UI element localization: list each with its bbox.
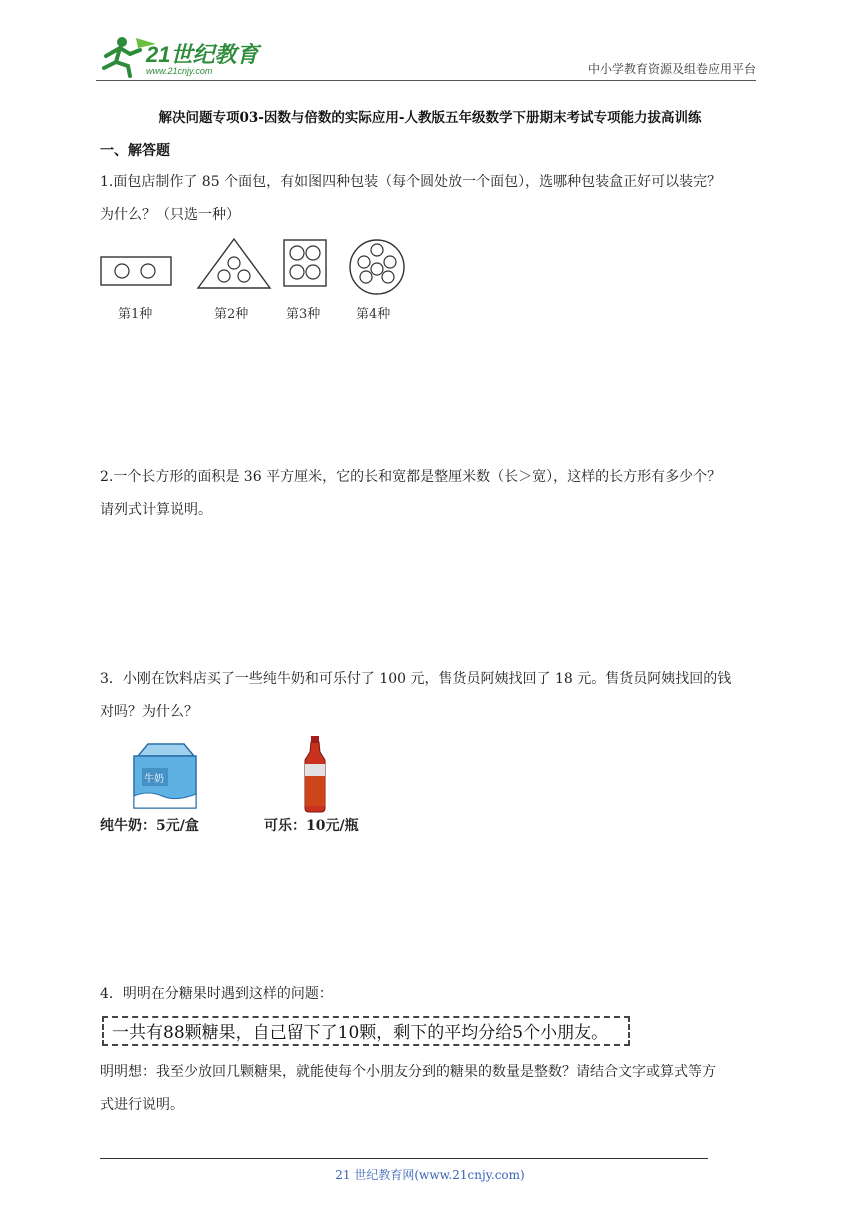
- footer-link[interactable]: 21 世纪教育网(www.21cnjy.com): [335, 1168, 525, 1182]
- question-1-line1: 1.面包店制作了 85 个面包，有如图四种包装（每个圆处放一个面包），选哪种包装盒正好可以装完？: [100, 174, 722, 190]
- question-2-line1: 2.一个长方形的面积是 36 平方厘米，它的长和宽都是整厘米数（长＞宽），这样的长方形有多少个？: [100, 469, 722, 485]
- milk-carton-image: [128, 740, 204, 812]
- svg-text:21世纪教育: 21世纪教育: [146, 42, 259, 67]
- question-4-line1: 4．明明在分糖果时遇到这样的问题：: [100, 986, 333, 1002]
- candy-problem-box: 一共有88颗糖果，自己留下了10颗，剩下的平均分给5个小朋友。: [102, 1016, 630, 1046]
- box-4-caption: 第4种: [356, 307, 391, 322]
- box-1-rectangle: [101, 257, 171, 285]
- cola-price-label: 可乐：10元/瓶: [264, 818, 359, 834]
- header-divider: [96, 80, 756, 81]
- section-label: 一、解答题: [100, 143, 170, 159]
- question-4-line3: 式进行说明。: [100, 1097, 184, 1113]
- question-4-line2: 明明想：我至少放回几颗糖果，就能使每个小朋友分到的糖果的数量是整数？请结合文字或算式等方: [100, 1064, 716, 1080]
- box-1-caption: 第1种: [118, 307, 153, 322]
- box-4-circle: [350, 240, 404, 294]
- site-logo: [96, 34, 266, 78]
- page-title: 解决问题专项03-因数与倍数的实际应用-人教版五年级数学下册期末考试专项能力拔高训练: [158, 110, 702, 126]
- runner-logo-icon: [96, 34, 266, 78]
- footer-divider: [100, 1158, 708, 1159]
- box-2-triangle: [198, 239, 270, 288]
- svg-text:www.21cnjy.com: www.21cnjy.com: [146, 66, 213, 76]
- cola-bottle-image: [300, 734, 330, 814]
- packaging-figure: [96, 236, 426, 300]
- question-3-line1: 3．小刚在饮料店买了一些纯牛奶和可乐付了 100 元，售货员阿姨找回了 18 元。售货员阿姨找回的钱: [100, 671, 732, 687]
- site-tagline: 中小学教育资源及组卷应用平台: [587, 62, 756, 76]
- question-3-line2: 对吗？为什么？: [100, 704, 198, 720]
- milk-carton-label: 牛奶: [144, 774, 164, 785]
- question-2-line2: 请列式计算说明。: [100, 502, 212, 518]
- milk-price-label: 纯牛奶：5元/盒: [100, 818, 199, 834]
- box-3-square: [284, 240, 326, 286]
- box-3-caption: 第3种: [286, 307, 321, 322]
- box-2-caption: 第2种: [214, 307, 249, 322]
- question-1-line2: 为什么？（只选一种）: [100, 207, 240, 223]
